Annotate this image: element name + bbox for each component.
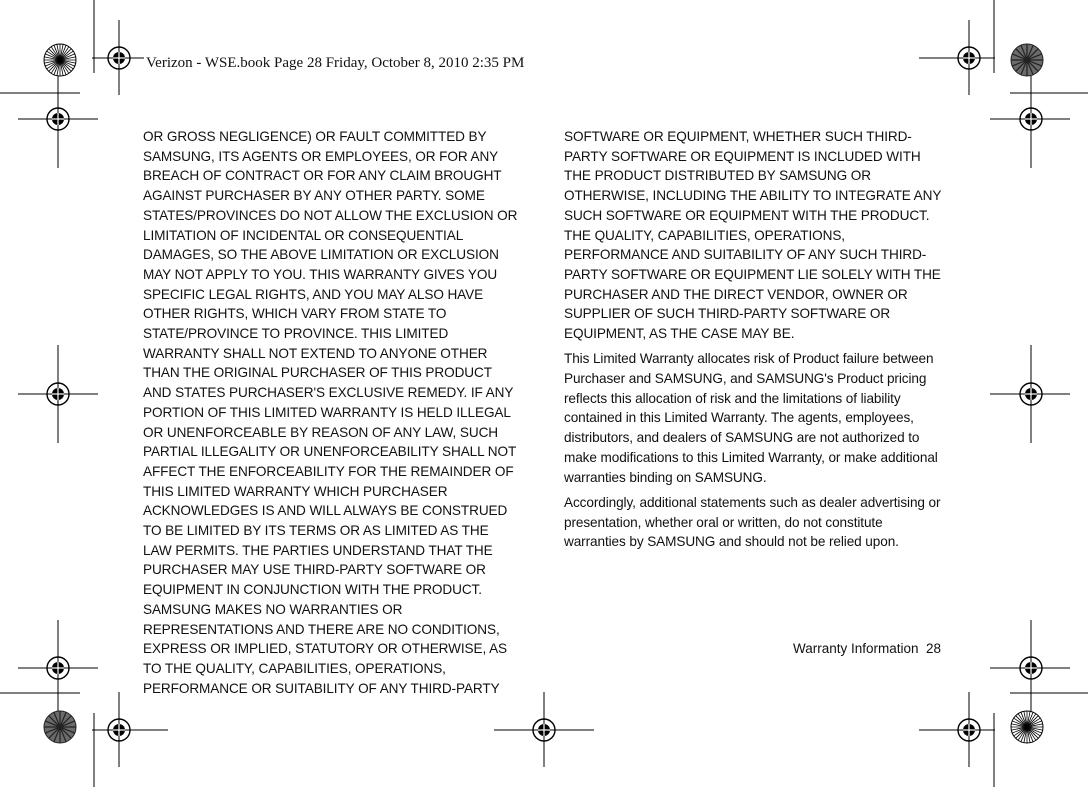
warranty-paragraph-left: OR GROSS NEGLIGENCE) OR FAULT COMMITTED BY SAMSUNG, ITS AGENTS OR EMPLOYEES, OR FOR ANY BREACH OF CONTRACT OR FOR ANY CLAIM BROUGHT AGAINST PURCHASER BY ANY OTHER PARTY. SOME STATES/PROVINCES DO NOT ALLOW THE EXCLUSION OR LIMITATION OF INCIDENTAL OR CONSEQUENTIAL DAMAGES, SO THE ABOVE LIMITATION OR EXCLUSION MAY NOT APPLY TO YOU. THIS WARRANTY GIVES YOU SPECIFIC LEGAL RIGHTS, AND YOU MAY ALSO HAVE OTHER RIGHTS, WHICH VARY FROM STATE TO STATE/PROVINCE TO PROVINCE. THIS LIMITED WARRANTY SHALL NOT EXTEND TO ANYONE OTHER THAN THE ORIGINAL PURCHASER OF THIS PRODUCT AND STATES PURCHASER'S EXCLUSIVE REMEDY. IF ANY PORTION OF THIS LIMITED WARRANTY IS HELD ILLEGAL OR UNENFORCEABLE BY REASON OF ANY LAW, SUCH PARTIAL ILLEGALITY OR UNENFORCEABILITY SHALL NOT AFFECT THE ENFORCEABILITY FOR THE REMAINDER OF THIS LIMITED WARRANTY WHICH PURCHASER ACKNOWLEDGES IS AND WILL ALWAYS BE CONSTRUED TO BE LIMITED BY ITS TERMS OR AS LIMITED AS THE LAW PERMITS. THE PARTIES UNDERSTAND THAT THE PURCHASER MAY USE THIRD-PARTY SOFTWARE OR EQUIPMENT IN CONJUNCTION WITH THE PRODUCT. SAMSUNG MAKES NO WARRANTIES OR REPRESENTATIONS AND THERE ARE NO CONDITIONS, EXPRESS OR IMPLIED, STATUTORY OR OTHERWISE, AS TO THE QUALITY, CAPABILITIES, OPERATIONS, PERFORMANCE OR SUITABILITY OF ANY THIRD-PARTY [143,129,518,696]
left-column [143,127,518,704]
warranty-paragraph-statements: Accordingly, additional statements such as dealer advertising or presentation, whether oral or written, do not constitute warranties by SAMSUNG and should not be relied upon. [564,494,941,550]
warranty-paragraph-risk: This Limited Warranty allocates risk of Product failure between Purchaser and SAMSUNG, and SAMSUNG's Product pricing reflects this allocation of risk and the limitations of liability contained in this Limited Warranty. The agents, employees, distributors, and dealers of SAMSUNG are not authorized to make modifications to this Limited Warranty, or make additional warranties binding on SAMSUNG. [564,351,938,485]
warranty-paragraph-caps: SOFTWARE OR EQUIPMENT, WHETHER SUCH THIRD-PARTY SOFTWARE OR EQUIPMENT IS INCLUDED WITH THE PRODUCT DISTRIBUTED BY SAMSUNG OR OTHERWISE, INCLUDING THE ABILITY TO INTEGRATE ANY SUCH SOFTWARE OR EQUIPMENT WITH THE PRODUCT. THE QUALITY, CAPABILITIES, OPERATIONS, PERFORMANCE AND SUITABILITY OF ANY SUCH THIRD-PARTY SOFTWARE OR EQUIPMENT LIE SOLELY WITH THE PURCHASER AND THE DIRECT VENDOR, OWNER OR SUPPLIER OF SUCH THIRD-PARTY SOFTWARE OR EQUIPMENT, AS THE CASE MAY BE. [564,129,942,342]
footer-page-number: 28 [926,641,942,656]
footer-section-title: Warranty Information [793,641,919,656]
book-header-line: Verizon - WSE.book Page 28 Friday, October 8, 2010 2:35 PM [146,55,525,71]
right-column [564,127,942,558]
